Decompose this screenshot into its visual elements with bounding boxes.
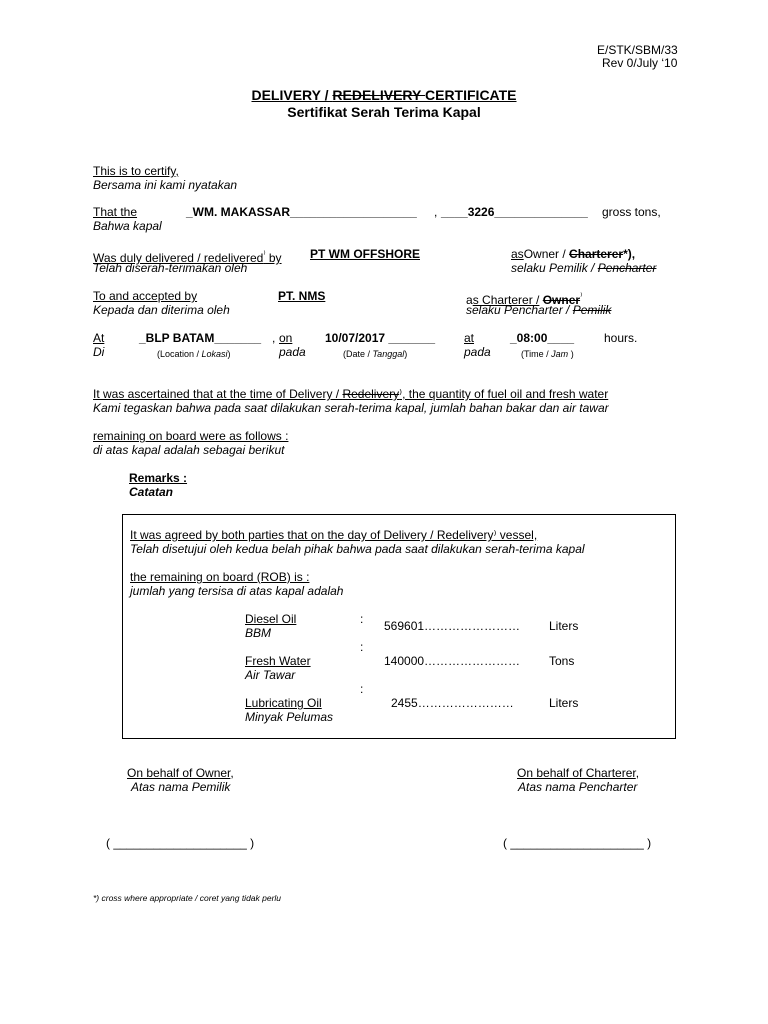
certificate-subtitle: Sertifikat Serah Terima Kapal bbox=[287, 104, 481, 120]
diesel-oil-label: Diesel Oil bbox=[245, 612, 297, 626]
lubricating-oil-label: Lubricating Oil bbox=[245, 696, 322, 710]
lubricating-oil-unit: Liters bbox=[549, 696, 579, 710]
gross-tonnage: ____3226______________ bbox=[441, 205, 588, 219]
at-time-label: at bbox=[464, 331, 475, 345]
at-label-id: Di bbox=[93, 345, 105, 359]
hours-label: hours. bbox=[604, 331, 638, 345]
document-code: E/STK/SBM/33 bbox=[597, 43, 678, 57]
agreed-statement: It was agreed by both parties that on the day of Delivery / Redelivery⁾ vessel, bbox=[130, 528, 538, 542]
lubricating-oil-colon: : bbox=[360, 682, 364, 696]
charterer-signature-label-id: Atas nama Pencharter bbox=[518, 780, 638, 794]
fresh-water-value: 140000…………………… bbox=[384, 654, 521, 668]
accepted-label: To and accepted by bbox=[93, 289, 198, 303]
delivery-date: 10/07/2017 _______ bbox=[325, 331, 436, 345]
on-label: on bbox=[279, 331, 293, 345]
fresh-water-label-id: Air Tawar bbox=[245, 668, 296, 682]
vessel-label-id: Bahwa kapal bbox=[93, 219, 162, 233]
accepting-role: as Charterer / Owner⁾ bbox=[466, 291, 583, 307]
remaining-label: remaining on board were as follows : bbox=[93, 429, 289, 443]
location-comma: , bbox=[272, 331, 276, 345]
diesel-oil-label-id: BBM bbox=[245, 626, 272, 640]
at-time-label-id: pada bbox=[464, 345, 491, 359]
delivery-location: _BLP BATAM_______ bbox=[139, 331, 262, 345]
charterer-signature-label: On behalf of Charterer, bbox=[517, 766, 640, 780]
delivering-role-id: selaku Pemilik / Pencharter bbox=[511, 261, 657, 275]
remarks-label: Remarks : bbox=[129, 471, 188, 485]
accepting-role-id: selaku Pencharter / Pemilik bbox=[466, 303, 612, 317]
fresh-water-unit: Tons bbox=[549, 654, 575, 668]
diesel-oil-unit: Liters bbox=[549, 619, 579, 633]
delivered-label-id: Telah diserah-terimakan oleh bbox=[93, 261, 248, 275]
owner-signature-label: On behalf of Owner, bbox=[127, 766, 234, 780]
vessel-separator: , bbox=[434, 205, 438, 219]
date-hint: (Date / Tanggal) bbox=[343, 349, 408, 359]
ascertained-statement-id: Kami tegaskan bahwa pada saat dilakukan serah-terima kapal, jumlah bahan bakar dan air tawar bbox=[93, 401, 609, 415]
charterer-signature-line: ( ____________________ ) bbox=[503, 836, 652, 850]
agreed-statement-id: Telah disetujui oleh kedua belah pihak bahwa pada saat dilakukan serah-terima kapal bbox=[130, 542, 585, 556]
fresh-water-colon: : bbox=[360, 640, 364, 654]
rob-label-id: jumlah yang tersisa di atas kapal adalah bbox=[130, 584, 344, 598]
accepting-party: PT. NMS bbox=[278, 289, 326, 303]
fresh-water-label: Fresh Water bbox=[245, 654, 311, 668]
owner-signature-label-id: Atas nama Pemilik bbox=[131, 780, 231, 794]
certify-label: This is to certify, bbox=[93, 164, 179, 178]
diesel-oil-value: 569601…………………… bbox=[384, 619, 521, 633]
delivering-party: PT WM OFFSHORE bbox=[310, 247, 420, 261]
vessel-label: That the bbox=[93, 205, 138, 219]
lubricating-oil-value: 2455…………………… bbox=[391, 696, 514, 710]
lubricating-oil-label-id: Minyak Pelumas bbox=[245, 710, 334, 724]
delivery-time: _08:00____ bbox=[510, 331, 575, 345]
at-label: At bbox=[93, 331, 105, 345]
footnote: *) cross where appropriate / coret yang tidak perlu bbox=[93, 893, 282, 903]
owner-signature-line: ( ____________________ ) bbox=[106, 836, 255, 850]
revision-label: Rev 0/July ‘10 bbox=[602, 56, 678, 70]
rob-label: the remaining on board (ROB) is : bbox=[130, 570, 310, 584]
remaining-label-id: di atas kapal adalah sebagai berikut bbox=[93, 443, 285, 457]
remarks-label-id: Catatan bbox=[129, 485, 174, 499]
gross-tons-unit: gross tons, bbox=[602, 205, 661, 219]
diesel-oil-colon: : bbox=[360, 612, 364, 626]
location-hint: (Location / Lokasi) bbox=[157, 349, 231, 359]
delivered-label: Was duly delivered / redelivered⁾ by bbox=[93, 249, 282, 265]
vessel-name: _WM. MAKASSAR___________________ bbox=[186, 205, 417, 219]
accepted-label-id: Kepada dan diterima oleh bbox=[93, 303, 230, 317]
on-label-id: pada bbox=[279, 345, 306, 359]
certificate-title: DELIVERY / REDELIVERY CERTIFICATE bbox=[251, 87, 517, 103]
time-hint: (Time / Jam ) bbox=[521, 349, 574, 359]
delivering-role: asOwner / Charterer*), bbox=[511, 247, 636, 261]
ascertained-statement: It was ascertained that at the time of Delivery / Redelivery⁾, the quantity of fuel oil and fresh water bbox=[93, 387, 609, 401]
certify-label-id: Bersama ini kami nyatakan bbox=[93, 178, 238, 192]
